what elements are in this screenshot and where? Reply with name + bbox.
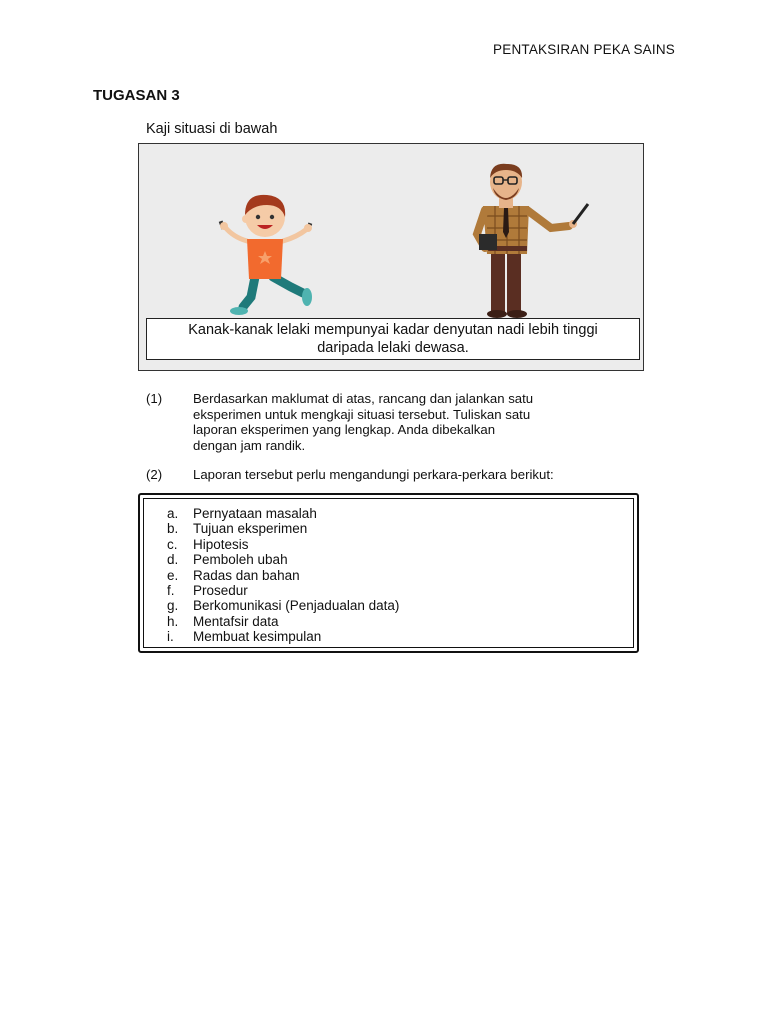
situation-caption [146, 318, 640, 360]
task-intro: Kaji situasi di bawah [146, 121, 278, 137]
question-text [193, 391, 533, 453]
man-illustration [471, 162, 601, 322]
situation-illustration [138, 143, 644, 371]
question-line: eksperimen untuk mengkaji situasi tersebut. Tuliskan satu [193, 406, 531, 422]
report-items-box [138, 493, 639, 653]
list-item: e. Radas dan bahan [167, 567, 300, 583]
question-line: Laporan tersebut perlu mengandungi perkara-perkara berikut: [193, 467, 554, 482]
question-number: (1) [146, 391, 163, 406]
boy-illustration [215, 189, 315, 319]
list-item: i. Membuat kesimpulan [167, 629, 322, 645]
question-text [193, 467, 554, 483]
caption-line-2: daripada lelaki dewasa. [317, 340, 469, 356]
question-line: laporan eksperimen yang lengkap. Anda dibekalkan [193, 422, 496, 437]
caption-line-1: Kanak-kanak lelaki mempunyai kadar denyutan nadi lebih tinggi [188, 322, 598, 338]
list-item: c. Hipotesis [167, 536, 249, 552]
list-item: f. Prosedur [167, 583, 248, 599]
report-items-list [167, 506, 399, 645]
question-line: Berdasarkan maklumat di atas, rancang dan jalankan satu [193, 391, 534, 406]
list-item: g. Berkomunikasi (Penjadualan data) [167, 598, 400, 614]
list-item: h. Mentafsir data [167, 613, 279, 629]
list-item: a. Pernyataan masalah [167, 506, 317, 521]
question-line: dengan jam randik. [193, 437, 306, 453]
list-item: d. Pemboleh ubah [167, 552, 288, 568]
page-header: PENTAKSIRAN PEKA SAINS [493, 42, 675, 57]
list-item: b. Tujuan eksperimen [167, 521, 308, 537]
task-title: TUGASAN 3 [93, 87, 180, 104]
question-number: (2) [146, 467, 163, 482]
